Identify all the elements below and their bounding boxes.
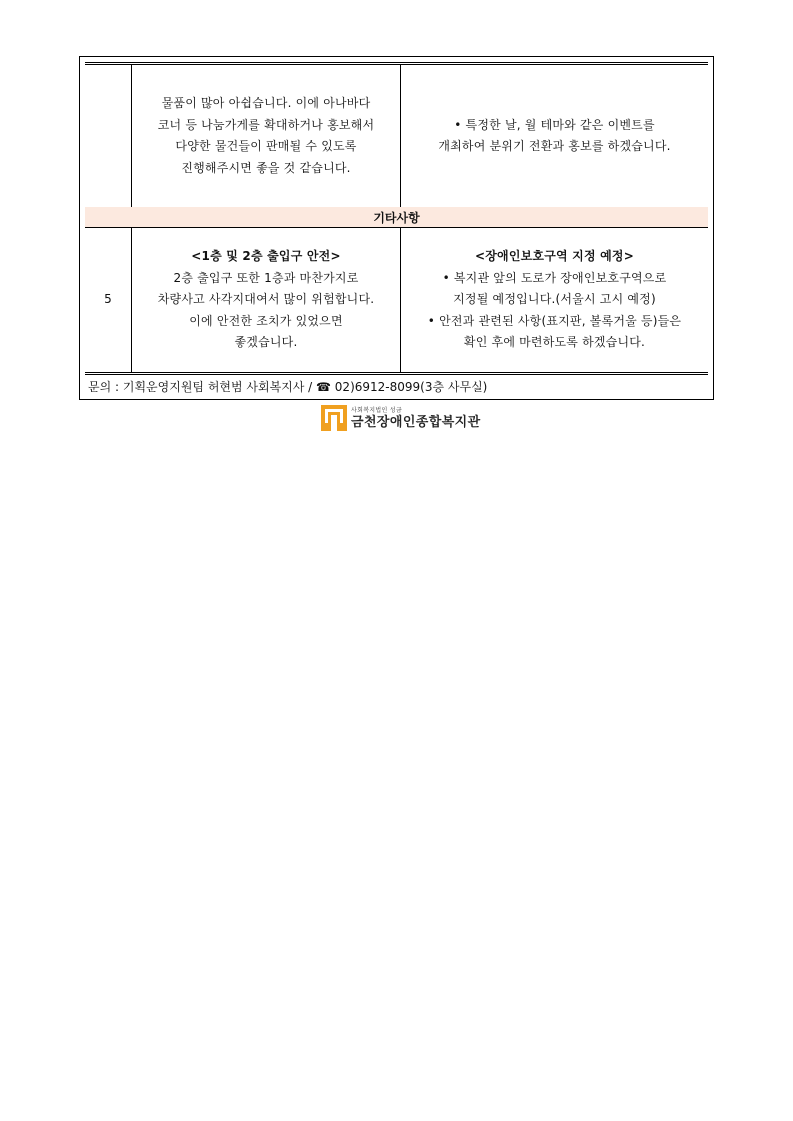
response-title: <장애인보호구역 지정 예정> [475, 249, 634, 264]
top-row-response-cell [401, 65, 708, 207]
opinion-line: 차량사고 사각지대여서 많이 위험합니다. [157, 292, 375, 307]
building-logo-icon [321, 405, 347, 431]
response-line: 확인 후에 마련하도록 하겠습니다. [463, 335, 646, 350]
logo-text [351, 407, 481, 430]
response-line: • 특정한 날, 월 테마와 같은 이벤트를 [454, 117, 655, 132]
row-number: 5 [104, 292, 112, 307]
top-row-opinion-cell [132, 65, 400, 207]
row5-response-cell [401, 228, 708, 372]
opinion-line: 물품이 많아 아쉽습니다. 이에 아나바다 [161, 96, 371, 110]
opinion-line: 진행해주시면 좋을 것 같습니다. [181, 160, 351, 175]
response-line: • 안전과 관련된 사항(표지판, 볼록거울 등)들은 [427, 313, 682, 328]
row-number-cell [85, 228, 131, 372]
opinion-title: <1층 및 2층 출입구 안전> [191, 249, 341, 264]
organization-logo [321, 405, 481, 431]
response-line: 개최하여 분위기 전환과 홍보를 하겠습니다. [438, 139, 671, 153]
opinion-line: 2층 출입구 또한 1층과 마찬가지로 [173, 270, 359, 285]
opinion-line: 이에 안전한 조치가 있었으면 [189, 313, 343, 328]
logo-name: 금천장애인종합복지관 [351, 414, 481, 430]
document-table [79, 56, 714, 400]
row5-opinion-cell [132, 228, 400, 372]
opinion-line: 다양한 물건들이 판매될 수 있도록 [175, 139, 357, 153]
response-line: 지정될 예정입니다.(서울시 고시 예정) [453, 292, 656, 307]
section-header: 기타사항 [85, 207, 708, 227]
table-bottom-rule [85, 372, 708, 378]
logo-subtitle: 사회복지법인 성금 [351, 406, 402, 414]
opinion-line: 코너 등 나눔가게를 확대하거나 홍보해서 [157, 117, 375, 132]
table-inner [85, 62, 708, 376]
contact-info: 문의 : 기획운영지원팀 허현범 사회복지사 / ☎ 02)6912-8099(3층 사무실) [88, 380, 488, 394]
opinion-line: 좋겠습니다. [234, 335, 298, 350]
response-line: • 복지관 앞의 도로가 장애인보호구역으로 [442, 270, 667, 285]
